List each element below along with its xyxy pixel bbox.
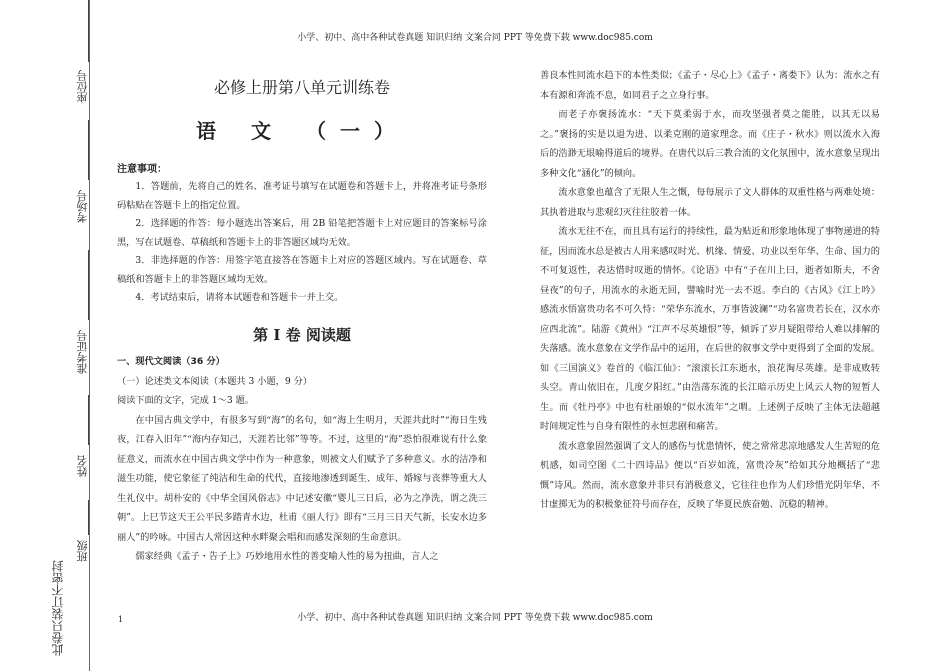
section-title: 第 I 卷 阅读题: [253, 326, 351, 344]
name-blank: [88, 395, 89, 445]
passage-paragraph: 流水意象也蕴含了无限人生之慨，每每展示了文人群体的双重性格与两难处境：其执着进取与悲观幻灭往往胶着一体。: [540, 187, 880, 218]
seat-number-label: 座位号: [76, 70, 89, 103]
subpart-heading: （一）论述类文本阅读（本题共 3 小题，9 分）: [117, 375, 313, 387]
note-item: 3．非选择题的作答：用签字笔直接答在答题卡上对应的答题区域内。写在试题卷、草稿纸和答题卡上的非答题区域均无效。: [117, 255, 487, 285]
passage-paragraph: 流水无往不在，而且具有运行的持续性，最为贴近和形象地体现了事物递进的特征，因而流水总是被古人用来感叹时光、机缘、情爱、功业以至年华、生命、国力的不可复返性，表达惜时叹逝的情怀。《论语》中有“子在川上曰，逝者如斯夫，不舍昼夜”的句子，用流水的永逝无回，譬喻时光一去不返。李白的《古风》《江上吟》感流水悟富贵功名不可久恃：“荣华东流水，万事皆波澜”“功名富贵若长在，汉水亦应西北流”。陆游《黄州》“江声不尽英雄恨”等，倾诉了岁月疑阻带给人难以排解的失落感。流水意象在文学作品中的运用，在后世的叙事文学中更得到了全面的发展。如《三国演义》卷首的《临江仙》：“滚滚长江东逝水，浪花淘尽英雄。是非成败转头空。青山依旧在，几度夕阳红。”由浩荡东流的长江暗示历史上风云人物的短暂人生。而《牡丹亭》中也有杜丽娘的“似水流年”之喟。上述例子反映了主体无法超越时间规定性与自身有限性的永恒悲剧和痛苦。: [540, 226, 880, 432]
notes-heading: 注意事项：: [117, 164, 167, 175]
instruction: 阅读下面的文字，完成 1～3 题。: [117, 395, 254, 406]
page-footer: 小学、初中、高中各种试卷真题 知识归纳 文案合同 PPT 等免费下载 www.doc985.com: [297, 613, 653, 623]
exam-room-label: 考场号: [76, 190, 89, 223]
note-item: 2．选择题的作答：每小题选出答案后，用 2B 铅笔把答题卡上对应题目的答案标号涂黑，写在试题卷、草稿纸和答题卡上的非答题区域均无效。: [117, 218, 487, 248]
note-item: 4．考试结束后，请将本试题卷和答题卡一并上交。: [135, 292, 344, 303]
admission-number-label: 准考证号: [76, 330, 89, 374]
passage-paragraph: 在中国古典文学中，有很多写到“海”的名句，如“海上生明月，天涯共此时”“海日生残夜，江春入旧年”“海内存知己，天涯若比邻”等等。不过，这里的“海”恐怕很难说有什么象征意义，而流水在中国古典文学中作为一种意象，则被文人们赋予了多种意义。水的洁净和滋生功能，使它象征了纯洁和生命的代代，直接地渗透到诞生、成年、婚嫁与丧葬等重大人生礼仪中。胡朴安的《中华全国风俗志》中记述安徽“婴儿三日后，必为之净洗，谓之洗三朝”。上巳节这天王公平民多踏青水边，杜甫《丽人行》即有“三月三日天气新，长安水边多丽人”的吟咏。中国古人常因这种水畔聚会唱和而感发深刻的生命意识。: [117, 414, 487, 543]
binding-line: [89, 0, 90, 671]
reading-passage-right: [540, 66, 880, 606]
notes-list: [117, 178, 487, 308]
passage-paragraph: 流水意象固然强调了文人的感伤与忧患情怀，使之常常悲凉地感发人生苦短的危机感，如司空图《二十四诗品》便以“百岁如流，富贵冷灰”给如其分地概括了“悲慨”诗风。然而，流水意象并非只有消极意义，它往往也作为人们珍惜光阴年华、不甘虚掷无为的积极象征符号而存在，反映了华夏民族奋勉、沉稳的精神。: [540, 440, 880, 510]
passage-paragraph: 儒家经典《孟子・告子上》巧妙地用水性的善变喻人性的易为扭曲，言人之: [135, 551, 439, 562]
reading-passage-left: [117, 352, 487, 602]
exam-subtitle: 语 文 （一）: [196, 119, 408, 143]
part-heading: 一、现代文阅读（36 分）: [117, 356, 225, 367]
exam-title: 必修上册第八单元训练卷: [213, 78, 390, 97]
passage-paragraph: 而老子亦褒扬流水：“天下莫柔弱于水，而攻坚强者莫之能胜，以其无以易之。”褒扬的实是以退为进、以柔克刚的道家理念。而《庄子・秋水》则以流水入海后的浩渺无垠喻得道后的境界。在唐代以后三教合流的文化氛围中，流水意象呈现出多种文化“涵化”的倾向。: [540, 109, 880, 179]
page-mark: 1: [118, 615, 124, 624]
exam-room-blank: [88, 120, 89, 180]
page-header: 小学、初中、高中各种试卷真题 知识归纳 文案合同 PPT 等免费下载 www.doc985.com: [297, 33, 653, 43]
passage-paragraph: 善良本性同流水趋下的本性类似；《孟子・尽心上》《孟子・离娄下》认为：流水之有本有源和奔流不息，如同君子之立身行事。: [540, 70, 880, 101]
seat-blank: [88, 0, 89, 62]
seal-notice: 此卷只装订不密封: [51, 560, 65, 656]
name-label: 姓名: [76, 455, 89, 477]
class-label: 班级: [76, 540, 89, 562]
admission-blank: [88, 250, 89, 320]
class-blank: [88, 500, 89, 535]
note-item: 1．答题前，先将自己的姓名、准考证号填写在试题卷和答题卡上，并将准考证号条形码粘贴在答题卡上的指定位置。: [117, 181, 487, 211]
